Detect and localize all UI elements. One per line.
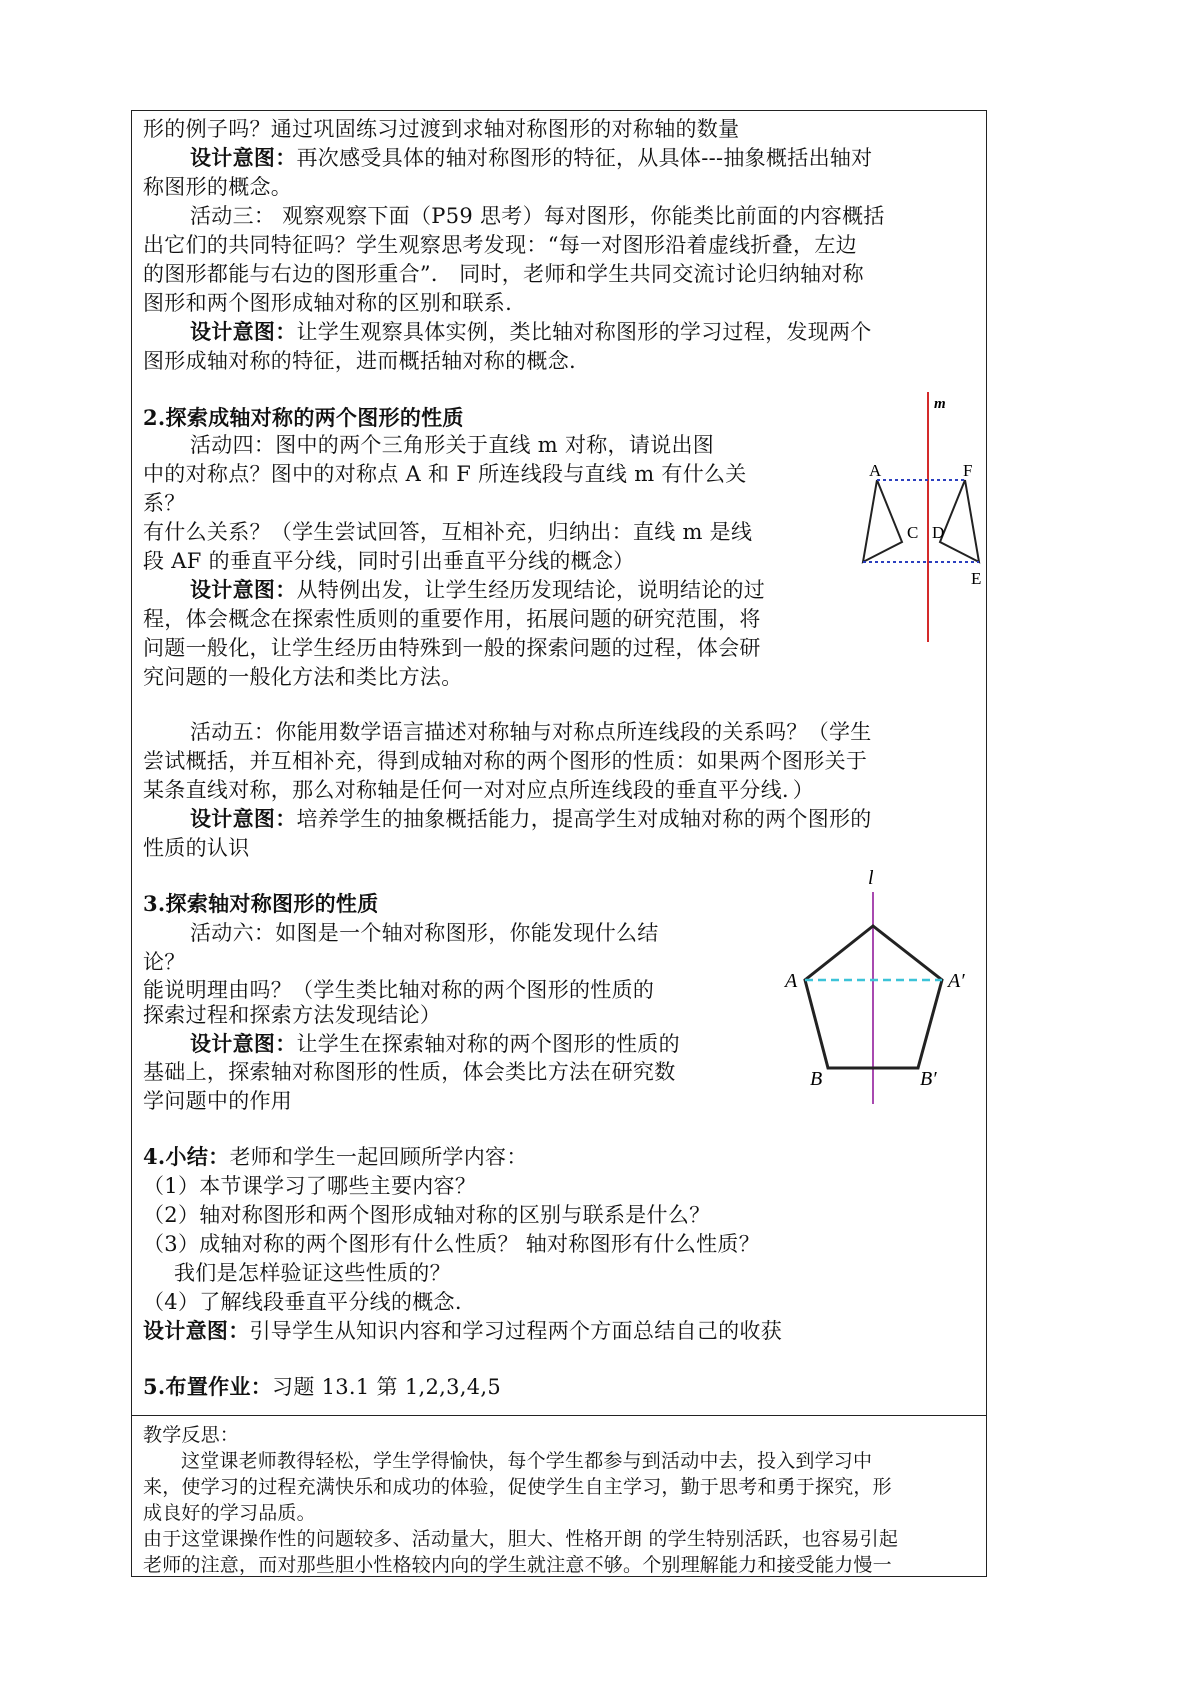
- text-line: 图形和两个图形成轴对称的区别和联系.: [143, 291, 513, 315]
- summary-item: （4）了解线段垂直平分线的概念.: [143, 1290, 462, 1314]
- text-line: 能说明理由吗？（学生类比轴对称的两个图形的性质的: [143, 978, 655, 1002]
- reflection-line: 由于这堂课操作性的问题较多、活动量大，胆大、性格开朗 的学生特别活跃，也容易引起: [143, 1528, 899, 1550]
- pentagon-figure: [780, 862, 980, 1112]
- design-intent-text: 让学生观察具体实例，类比轴对称图形的学习过程，发现两个: [296, 320, 872, 344]
- section-heading-5: 5.布置作业：: [143, 1374, 273, 1399]
- design-intent-label: 设计意图：: [190, 577, 297, 602]
- text-line: 活动六：如图是一个轴对称图形，你能发现什么结: [190, 921, 659, 945]
- design-intent-text: 让学生在探索轴对称的两个图形的性质的: [296, 1032, 680, 1056]
- homework-text: 习题 13.1 第 1,2,3,4,5: [272, 1375, 502, 1399]
- design-intent-text: 从特例出发，让学生经历发现结论，说明结论的过: [296, 578, 766, 602]
- section-heading-3: 3.探索轴对称图形的性质: [143, 891, 379, 916]
- design-intent-label: 设计意图：: [143, 1318, 250, 1343]
- label-f: F: [963, 461, 973, 480]
- design-intent-line: [190, 145, 872, 171]
- text-line: 图形成轴对称的特征，进而概括轴对称的概念.: [143, 349, 576, 373]
- label-a: A: [785, 970, 798, 992]
- text-line: 探索过程和探索方法发现结论）: [143, 1003, 442, 1027]
- label-b: B: [810, 1068, 823, 1090]
- text-line: 中的对称点？图中的对称点 A 和 F 所连线段与直线 m 有什么关: [143, 462, 747, 486]
- reflection-line: 这堂课老师教得轻松，学生学得愉快，每个学生都参与到活动中去，投入到学习中: [181, 1450, 873, 1472]
- label-a: A: [869, 461, 882, 480]
- design-intent-label: 设计意图：: [190, 319, 297, 344]
- design-intent-line: [190, 319, 872, 345]
- summary-intro: 老师和学生一起回顾所学内容：: [229, 1145, 528, 1169]
- design-intent-text: 培养学生的抽象概括能力，提高学生对成轴对称的两个图形的: [296, 807, 872, 831]
- text-line: 学问题中的作用: [143, 1089, 293, 1113]
- design-intent-text: 再次感受具体的轴对称图形的特征，从具体---抽象概括出轴对: [296, 146, 873, 170]
- reflection-line: 成良好的学习品质。: [143, 1502, 316, 1524]
- label-m: m: [934, 396, 946, 412]
- text-line: 基础上，探索轴对称图形的性质，体会类比方法在研究数: [143, 1060, 676, 1084]
- section-heading-4: 4.小结：: [143, 1144, 230, 1169]
- symmetric-triangles-figure: [855, 390, 985, 650]
- design-intent-line: [190, 1031, 680, 1057]
- design-intent-label: 设计意图：: [190, 806, 297, 831]
- design-intent-line: [143, 1318, 782, 1344]
- text-line: 某条直线对称，那么对称轴是任何一对对应点所连线段的垂直平分线．）: [143, 778, 815, 802]
- label-b-prime: B′: [920, 1068, 937, 1090]
- text-line: 究问题的一般化方法和类比方法。: [143, 665, 463, 689]
- table-row-divider: [131, 1415, 987, 1416]
- label-l: l: [868, 867, 874, 889]
- design-intent-line: [190, 806, 872, 832]
- design-intent-label: 设计意图：: [190, 145, 297, 170]
- text-line: 系？: [143, 491, 186, 515]
- reflection-line: 来，使学习的过程充满快乐和成功的体验，促使学生自主学习，勤于思考和勇于探究，形: [143, 1476, 892, 1498]
- text-line: 称图形的概念。: [143, 175, 293, 199]
- text-line: 尝试概括，并互相补充，得到成轴对称的两个图形的性质：如果两个图形关于: [143, 749, 868, 773]
- homework-line: [143, 1374, 501, 1400]
- summary-item: （2）轴对称图形和两个图形成轴对称的区别与联系是什么？: [143, 1203, 711, 1227]
- summary-item: （1）本节课学习了哪些主要内容？: [143, 1174, 477, 1198]
- section-heading-2: 2.探索成轴对称的两个图形的性质: [143, 405, 464, 430]
- text-line: 活动四：图中的两个三角形关于直线 m 对称，请说出图: [190, 433, 715, 457]
- text-line: 程，体会概念在探索性质则的重要作用，拓展问题的研究范围，将: [143, 607, 761, 631]
- text-line: 段 AF 的垂直平分线，同时引出垂直平分线的概念）: [143, 549, 635, 573]
- summary-item: （3）成轴对称的两个图形有什么性质？ 轴对称图形有什么性质？: [143, 1232, 761, 1256]
- text-line: 出它们的共同特征吗？学生观察思考发现：“每一对图形沿着虚线折叠，左边: [143, 233, 857, 257]
- design-intent-text: 引导学生从知识内容和学习过程两个方面总结自己的收获: [249, 1319, 782, 1343]
- text-line: 性质的认识: [143, 836, 250, 860]
- summary-item: 我们是怎样验证这些性质的？: [174, 1261, 451, 1285]
- left-triangle: [863, 480, 902, 562]
- label-e: E: [971, 569, 982, 588]
- label-a-prime: A′: [948, 970, 965, 992]
- text-line: 的图形都能与右边的图形重合”． 同时，老师和学生共同交流讨论归纳轴对称: [143, 262, 864, 286]
- text-line: 形的例子吗？通过巩固练习过渡到求轴对称图形的对称轴的数量: [143, 117, 740, 141]
- summary-line: [143, 1144, 528, 1170]
- text-line: 问题一般化，让学生经历由特殊到一般的探索问题的过程，体会研: [143, 636, 761, 660]
- text-line: 有什么关系？（学生尝试回答，互相补充，归纳出：直线 m 是线: [143, 520, 753, 544]
- label-d: D: [932, 523, 945, 542]
- design-intent-label: 设计意图：: [190, 1031, 297, 1056]
- text-line: 活动五：你能用数学语言描述对称轴与对称点所连线段的关系吗？（学生: [190, 720, 872, 744]
- reflection-title: 教学反思：: [143, 1424, 240, 1446]
- design-intent-line: [190, 577, 765, 603]
- reflection-line: 老师的注意，而对那些胆小性格较内向的学生就注意不够。个别理解能力和接受能力慢一: [143, 1554, 892, 1576]
- text-line: 论？: [143, 950, 186, 974]
- text-line: 活动三： 观察观察下面（P59 思考）每对图形，你能类比前面的内容概括: [190, 204, 885, 228]
- right-triangle: [940, 480, 979, 562]
- label-c: C: [907, 523, 919, 542]
